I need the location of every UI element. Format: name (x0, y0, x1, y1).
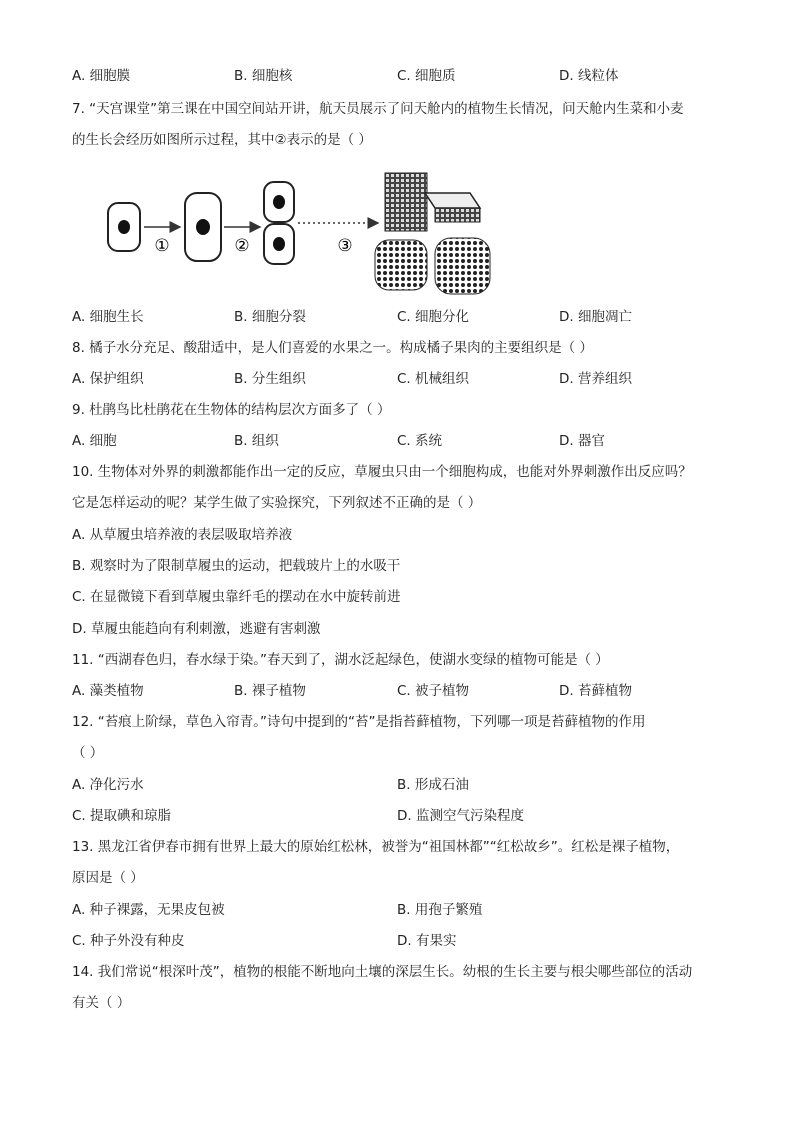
q9-option-b[interactable]: B. 组织 (234, 433, 279, 449)
q10-option-c[interactable]: C. 在显微镜下看到草履虫靠纤毛的摆动在水中旋转前进 (72, 589, 401, 605)
q11-option-c[interactable]: C. 被子植物 (397, 683, 470, 699)
tissue-column (385, 173, 427, 231)
q13-option-a[interactable]: A. 种子裸露，无果皮包被 (72, 902, 225, 918)
q13-options-row1 (72, 901, 732, 919)
q8-options (72, 370, 732, 388)
q7-option-d[interactable]: D. 细胞凋亡 (559, 309, 632, 325)
q12-option-d[interactable]: D. 监测空气污染程度 (397, 808, 524, 824)
nucleus (273, 237, 285, 251)
q9-stem: 9. 杜鹃鸟比杜鹃花在生物体的结构层次方面多了（ ） (72, 402, 391, 418)
q9-option-d[interactable]: D. 器官 (559, 433, 605, 449)
q10-option-a[interactable]: A. 从草履虫培养液的表层吸取培养液 (72, 527, 293, 543)
q9-options (72, 432, 732, 450)
q11-stem: 11. “西湖春色归，春水绿于染。”春天到了，湖水泛起绿色，使湖水变绿的植物可能是（ ） (72, 652, 609, 668)
tissue-slab (435, 208, 480, 222)
q8-stem: 8. 橘子水分充足、酸甜适中，是人们喜爱的水果之一。构成橘子果肉的主要组织是（ ） (72, 340, 593, 356)
q12-option-b[interactable]: B. 形成石油 (397, 777, 469, 793)
nucleus (196, 219, 210, 235)
q7-option-b[interactable]: B. 细胞分裂 (234, 309, 306, 325)
q12-option-c[interactable]: C. 提取碘和琼脂 (72, 808, 172, 824)
nucleus (273, 195, 285, 209)
q9-option-c[interactable]: C. 系统 (397, 433, 443, 449)
q14-stem-line1: 14. 我们常说“根深叶茂”，植物的根能不断地向土壤的深层生长。幼根的生长主要与根尖哪些部位的活动 (72, 964, 693, 980)
q12-option-a[interactable]: A. 净化污水 (72, 777, 144, 793)
q11-option-a[interactable]: A. 藻类植物 (72, 683, 144, 699)
tissue-cluster-left (375, 240, 427, 290)
q11-options (72, 682, 732, 700)
q8-option-b[interactable]: B. 分生组织 (234, 371, 306, 387)
q13-stem-line1: 13. 黑龙江省伊春市拥有世界上最大的原始红松林，被誉为“祖国林都”“红松故乡”。红松是裸子植物， (72, 839, 680, 855)
q10-option-b[interactable]: B. 观察时为了限制草履虫的运动，把载玻片上的水吸干 (72, 558, 401, 574)
q7-stem-line2: 的生长会经历如图所示过程，其中②表示的是（ ） (72, 132, 372, 148)
q12-stem-line2: （ ） (72, 745, 104, 761)
q7-options (72, 308, 732, 326)
q10-option-d[interactable]: D. 草履虫能趋向有利刺激，逃避有害刺激 (72, 621, 321, 637)
step-3-label: ③ (337, 236, 353, 256)
q13-option-d[interactable]: D. 有果实 (397, 933, 457, 949)
q6-option-d[interactable]: D. 线粒体 (559, 68, 619, 84)
q9-option-a[interactable]: A. 细胞 (72, 433, 117, 449)
q13-stem-line2: 原因是（ ） (72, 870, 144, 886)
step-2-label: ② (234, 236, 250, 256)
q13-option-b[interactable]: B. 用孢子繁殖 (397, 902, 483, 918)
tissue-slab-top (425, 193, 480, 208)
q8-option-a[interactable]: A. 保护组织 (72, 371, 144, 387)
q11-option-b[interactable]: B. 裸子植物 (234, 683, 306, 699)
nucleus (118, 220, 130, 234)
q7-stem-line1: 7. “天宫课堂”第三课在中国空间站开讲，航天员展示了问天舱内的植物生长情况，问天舱内生菜和小麦 (72, 101, 684, 117)
q6-option-a[interactable]: A. 细胞膜 (72, 68, 131, 84)
q7-option-c[interactable]: C. 细胞分化 (397, 309, 470, 325)
q12-options-row2 (72, 807, 732, 825)
q8-option-d[interactable]: D. 营养组织 (559, 371, 632, 387)
q6-option-b[interactable]: B. 细胞核 (234, 68, 293, 84)
q10-stem-line2: 它是怎样运动的呢？某学生做了实验探究，下列叙述不正确的是（ ） (72, 495, 482, 511)
q14-stem-line2: 有关（ ） (72, 995, 131, 1011)
q7-option-a[interactable]: A. 细胞生长 (72, 309, 144, 325)
tissue-cluster-right (435, 238, 490, 294)
step-1-label: ① (154, 236, 170, 256)
q6-options (72, 67, 732, 85)
cell-process-figure (100, 168, 500, 318)
q6-option-c[interactable]: C. 细胞质 (397, 68, 456, 84)
q13-options-row2 (72, 932, 732, 950)
q10-stem-line1: 10. 生物体对外界的刺激都能作出一定的反应，草履虫只由一个细胞构成，也能对外界刺激作出反应吗？ (72, 464, 692, 480)
q12-stem-line1: 12. “苔痕上阶绿，草色入帘青。”诗句中提到的“苔”是指苔藓植物，下列哪一项是苔藓植物的作用 (72, 714, 646, 730)
q8-option-c[interactable]: C. 机械组织 (397, 371, 470, 387)
q11-option-d[interactable]: D. 苔藓植物 (559, 683, 632, 699)
q13-option-c[interactable]: C. 种子外没有种皮 (72, 933, 185, 949)
q12-options-row1 (72, 776, 732, 794)
